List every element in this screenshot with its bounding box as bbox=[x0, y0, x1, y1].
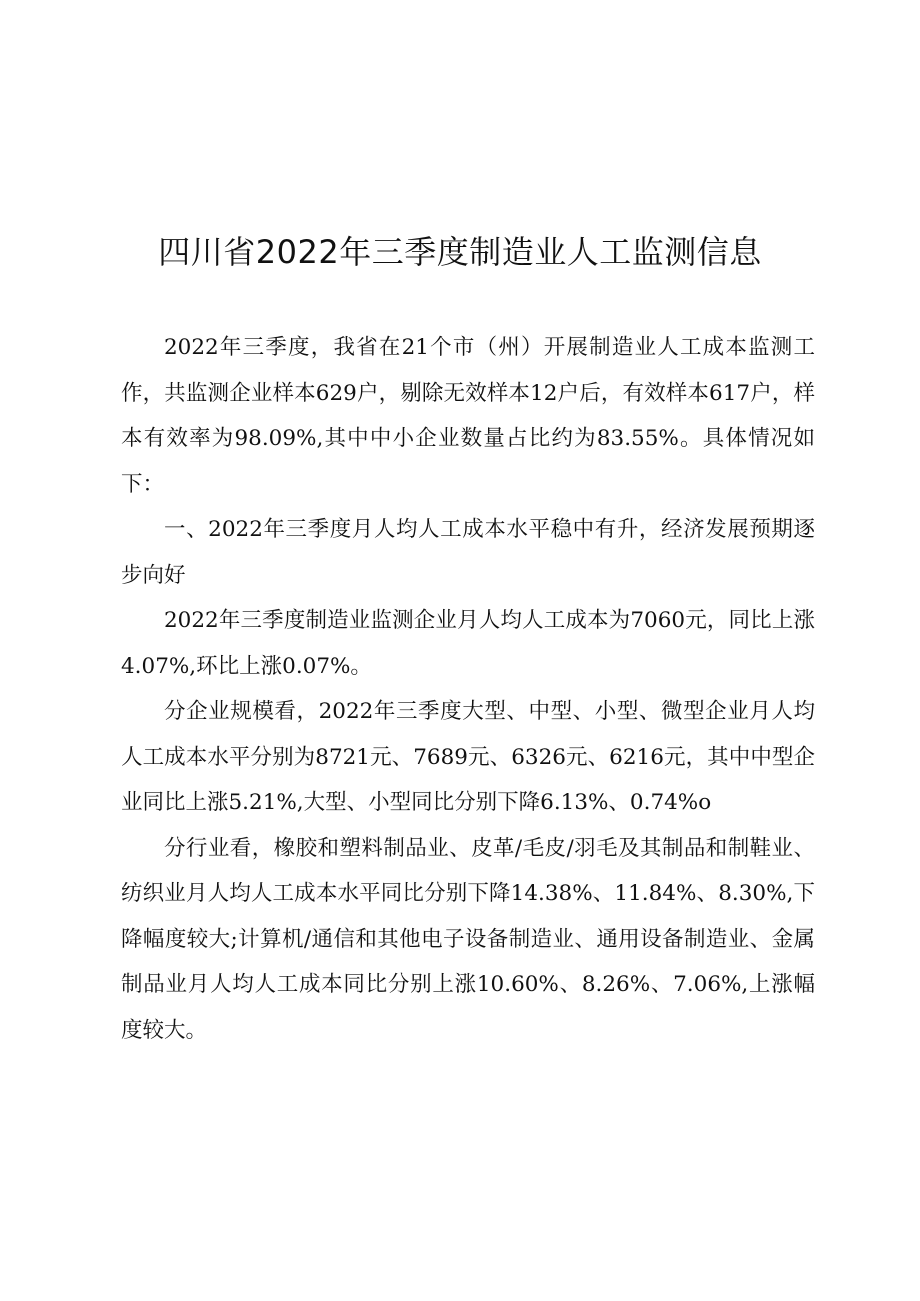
document-title: 四川省2022年三季度制造业人工监测信息 bbox=[158, 233, 762, 271]
paragraph-overall-cost: 2022年三季度制造业监测企业月人均人工成本为7060元，同比上涨4.07%,环比上涨0.07%。 bbox=[121, 608, 815, 679]
paragraph-by-enterprise-size: 分企业规模看，2022年三季度大型、中型、小型、微型企业月人均人工成本水平分别为8721元、7689元、6326元、6216元，其中中型企业同比上涨5.21%,大型、小型同比分别下降6.13%、0.74%o bbox=[121, 699, 815, 815]
paragraph-intro: 2022年三季度，我省在21个市（州）开展制造业人工成本监测工作，共监测企业样本629户，剔除无效样本12户后，有效样本617户，样本有效率为98.09%,其中中小企业数量占比约为83.55%。具体情况如下： bbox=[121, 335, 815, 497]
paragraph-by-industry: 分行业看，橡胶和塑料制品业、皮革/毛皮/羽毛及其制品和制鞋业、纺织业月人均人工成本水平同比分别下降14.38%、11.84%、8.30%,下降幅度较大;计算机/通信和其他电子设备制造业、通用设备制造业、金属制品业月人均人工成本同比分别上涨10.60%、8.26%、7.06%,上涨幅度较大。 bbox=[121, 835, 815, 1043]
paragraph-section-heading: 一、2022年三季度月人均人工成本水平稳中有升，经济发展预期逐步向好 bbox=[121, 517, 815, 588]
document-body bbox=[121, 325, 815, 1053]
